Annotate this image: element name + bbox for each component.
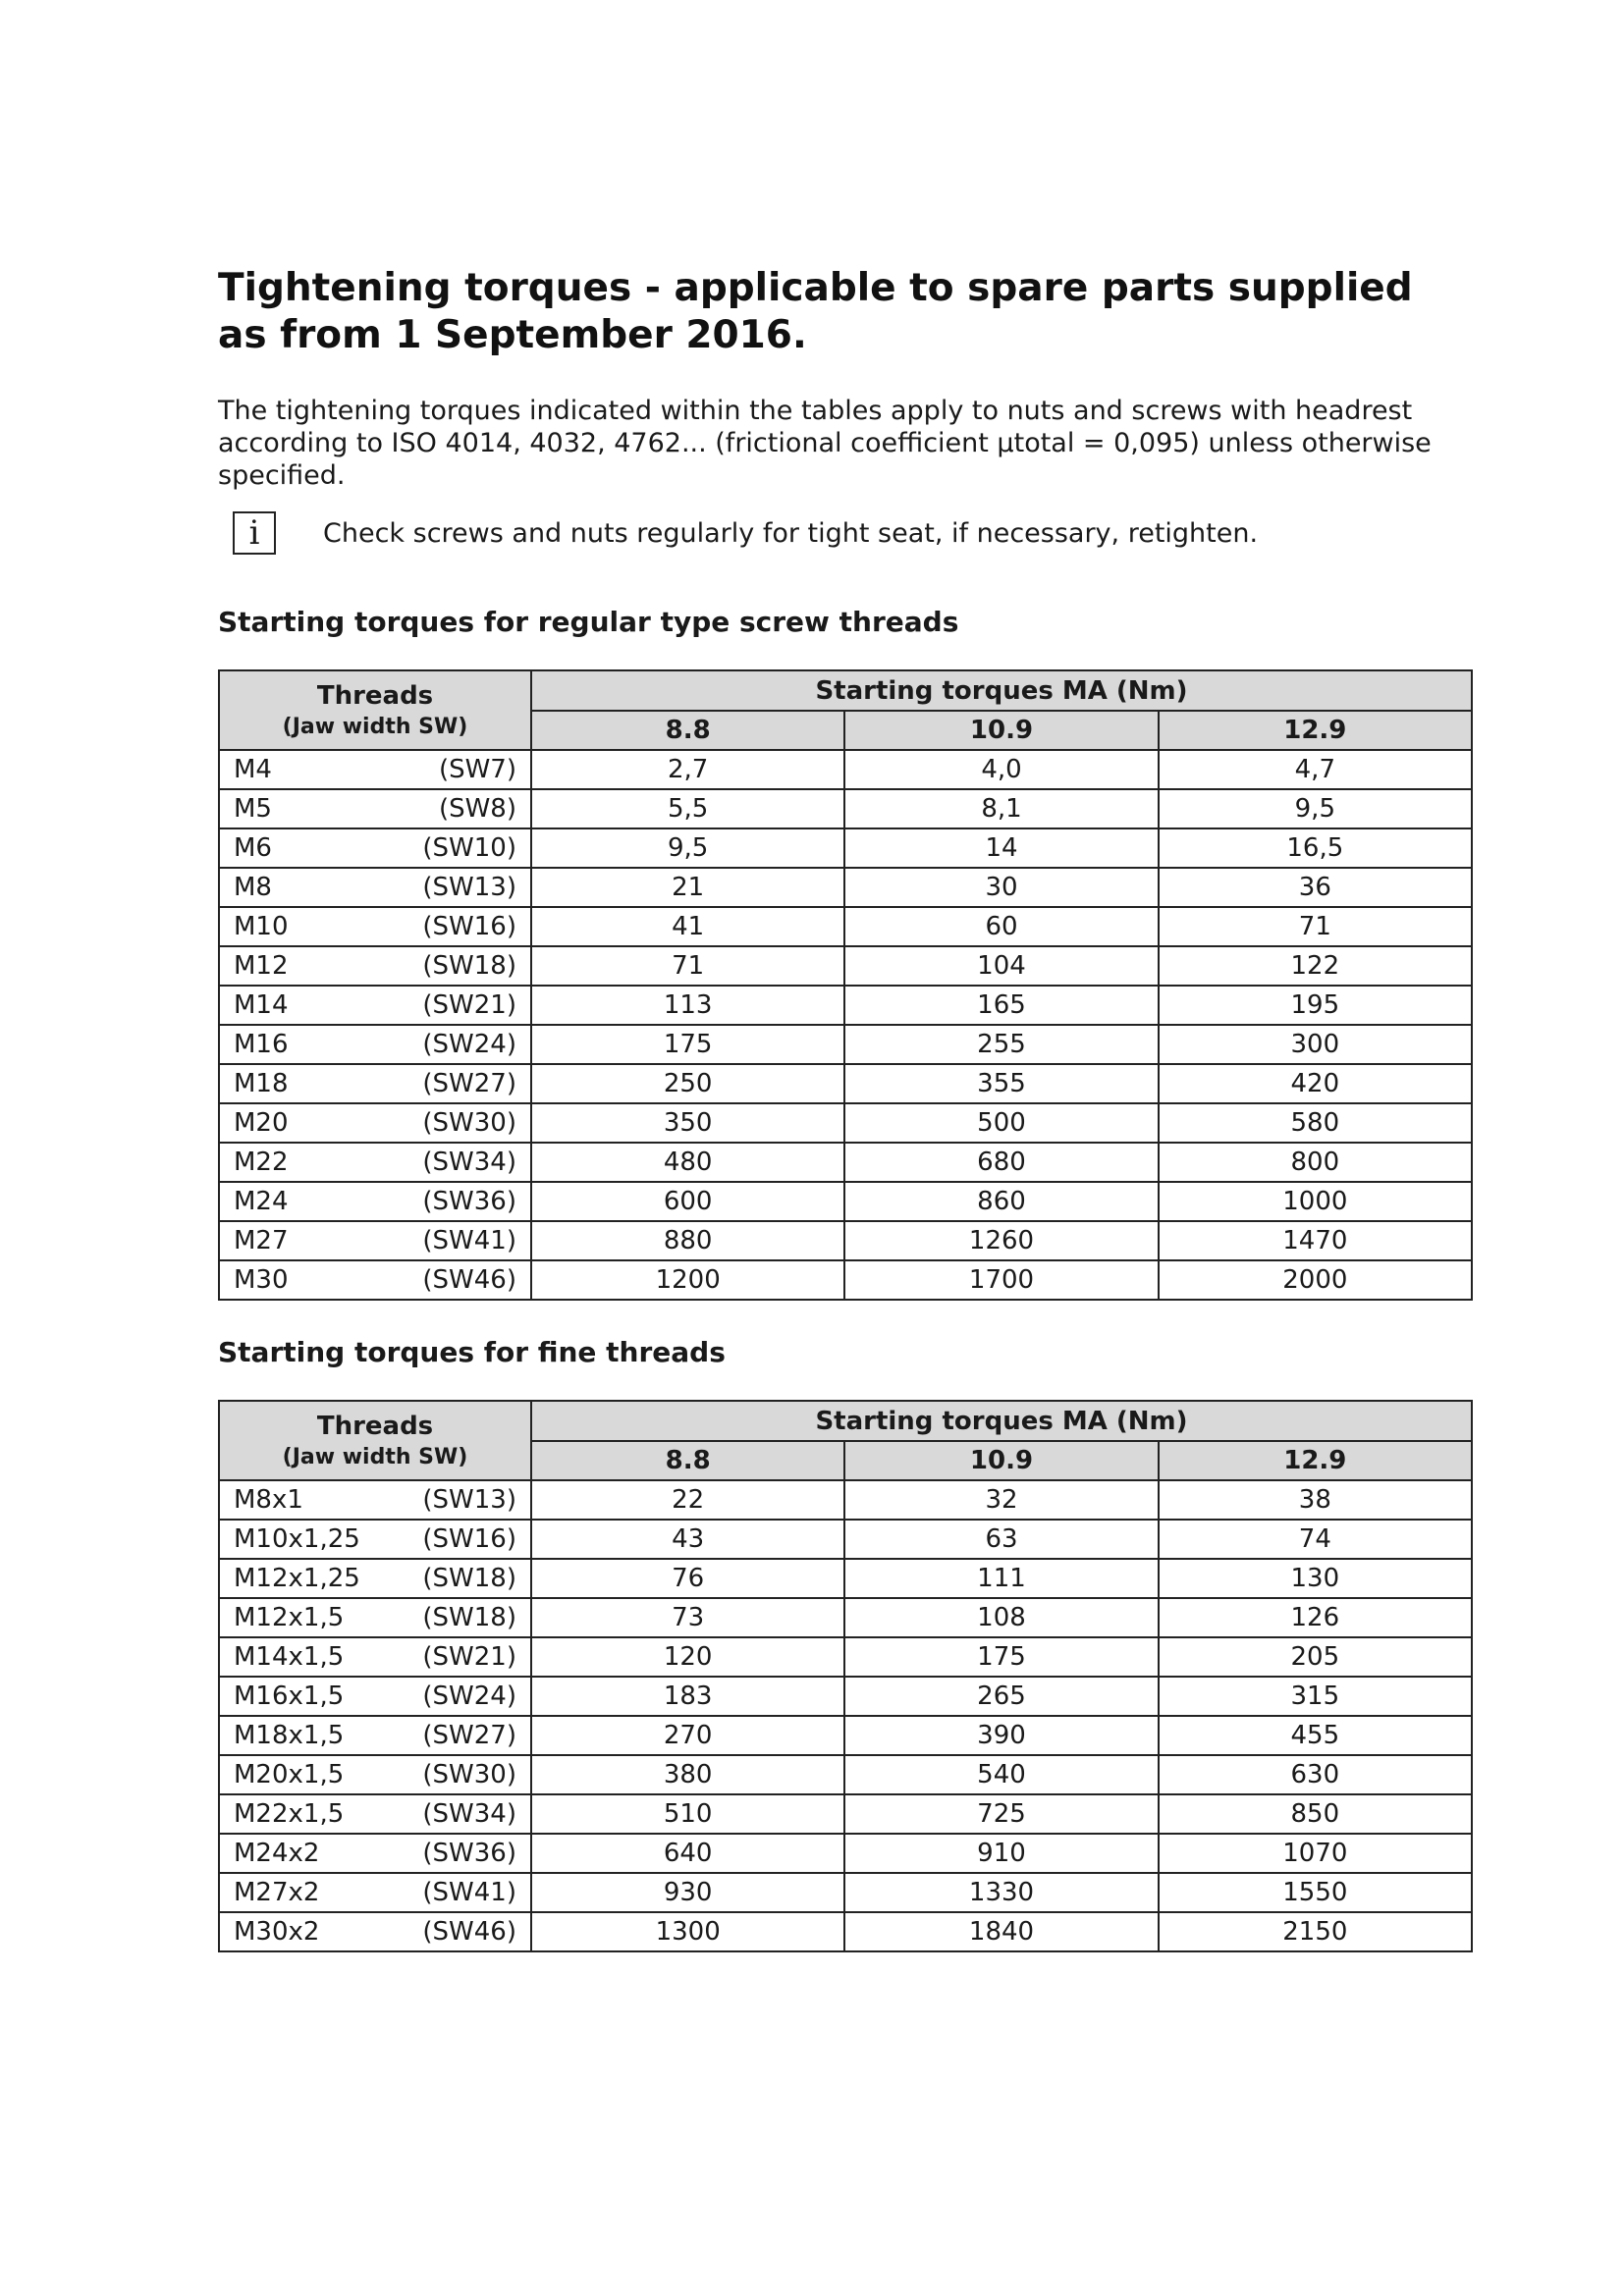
jaw-width: (SW46) (422, 1265, 516, 1295)
torque-value: 250 (531, 1064, 844, 1103)
thread-size: M8x1 (234, 1485, 303, 1515)
torque-value: 195 (1159, 986, 1472, 1025)
thread-size: M8 (234, 873, 272, 902)
thread-size: M14x1,5 (234, 1642, 345, 1672)
torque-value: 74 (1159, 1520, 1472, 1559)
thread-size: M30 (234, 1265, 289, 1295)
thread-size: M18x1,5 (234, 1721, 345, 1750)
table-row (219, 868, 1472, 907)
table-row (219, 1143, 1472, 1182)
thread-cell (219, 1794, 531, 1834)
info-note-text: Check screws and nuts regularly for tight seat, if necessary, retighten. (323, 517, 1259, 549)
thread-size: M5 (234, 794, 272, 824)
jaw-width: (SW8) (438, 794, 516, 824)
table-row (219, 1103, 1472, 1143)
regular-threads-body (219, 750, 1472, 1300)
torque-value: 930 (531, 1873, 844, 1912)
torque-value: 175 (531, 1025, 844, 1064)
torque-value: 130 (1159, 1559, 1472, 1598)
thread-size: M24 (234, 1187, 289, 1216)
table-row (219, 1064, 1472, 1103)
torque-value: 104 (844, 946, 1158, 986)
table-row (219, 907, 1472, 946)
torque-value: 122 (1159, 946, 1472, 986)
torque-value: 1300 (531, 1912, 844, 1951)
jaw-width: (SW7) (438, 755, 516, 784)
thread-size: M4 (234, 755, 272, 784)
torque-value: 60 (844, 907, 1158, 946)
intro-paragraph: The tightening torques indicated within the tables apply to nuts and screws with headrest according to ISO 4014, 4032, 4762... (frictional coefficient µtotal = 0,095) unless otherwise specified. (218, 396, 1432, 491)
thread-size: M12x1,25 (234, 1564, 360, 1593)
jaw-width: (SW27) (422, 1069, 516, 1098)
table-row (219, 828, 1472, 868)
torque-group-header: Starting torques MA (Nm) (531, 670, 1472, 711)
jaw-width: (SW30) (422, 1108, 516, 1138)
thread-cell (219, 1221, 531, 1260)
torque-value: 350 (531, 1103, 844, 1143)
torque-value: 2,7 (531, 750, 844, 789)
torque-value: 300 (1159, 1025, 1472, 1064)
thread-cell (219, 1873, 531, 1912)
torque-value: 860 (844, 1182, 1158, 1221)
torque-value: 108 (844, 1598, 1158, 1637)
torque-value: 380 (531, 1755, 844, 1794)
torque-value: 120 (531, 1637, 844, 1677)
thread-cell (219, 1182, 531, 1221)
document-page (218, 265, 1473, 1952)
table-row (219, 1834, 1472, 1873)
torque-value: 540 (844, 1755, 1158, 1794)
torque-value: 255 (844, 1025, 1158, 1064)
table-row (219, 986, 1472, 1025)
torque-value: 600 (531, 1182, 844, 1221)
torque-value: 9,5 (531, 828, 844, 868)
torque-value: 630 (1159, 1755, 1472, 1794)
torque-value: 455 (1159, 1716, 1472, 1755)
torque-value: 880 (531, 1221, 844, 1260)
torque-value: 850 (1159, 1794, 1472, 1834)
thread-cell (219, 868, 531, 907)
table-row (219, 1025, 1472, 1064)
torque-value: 680 (844, 1143, 1158, 1182)
torque-value: 32 (844, 1480, 1158, 1520)
grade-header: 8.8 (531, 1441, 844, 1480)
torque-value: 910 (844, 1834, 1158, 1873)
thread-cell (219, 1520, 531, 1559)
jaw-width: (SW21) (422, 990, 516, 1020)
torque-value: 580 (1159, 1103, 1472, 1143)
thread-size: M6 (234, 833, 272, 863)
thread-size: M30x2 (234, 1917, 320, 1947)
torque-value: 76 (531, 1559, 844, 1598)
torque-value: 63 (844, 1520, 1158, 1559)
table-row (219, 946, 1472, 986)
torque-value: 21 (531, 868, 844, 907)
thread-cell (219, 1559, 531, 1598)
thread-cell (219, 1834, 531, 1873)
torque-value: 41 (531, 907, 844, 946)
thread-cell (219, 986, 531, 1025)
table-row (219, 1520, 1472, 1559)
thread-size: M16x1,5 (234, 1682, 345, 1711)
fine-threads-table (218, 1400, 1473, 1952)
thread-size: M16 (234, 1030, 289, 1059)
table-row (219, 1598, 1472, 1637)
torque-value: 126 (1159, 1598, 1472, 1637)
jaw-width: (SW36) (422, 1187, 516, 1216)
regular-threads-heading: Starting torques for regular type screw threads (218, 606, 959, 638)
torque-value: 2150 (1159, 1912, 1472, 1951)
table-row (219, 1260, 1472, 1300)
fine-threads-body (219, 1480, 1472, 1951)
torque-value: 1000 (1159, 1182, 1472, 1221)
thread-cell (219, 907, 531, 946)
torque-value: 1700 (844, 1260, 1158, 1300)
jaw-width: (SW24) (422, 1030, 516, 1059)
table-row (219, 1912, 1472, 1951)
thread-size: M18 (234, 1069, 289, 1098)
thread-size: M22 (234, 1148, 289, 1177)
thread-size: M27x2 (234, 1878, 320, 1907)
thread-cell (219, 1677, 531, 1716)
thread-cell (219, 1755, 531, 1794)
thread-cell (219, 1143, 531, 1182)
table-row (219, 1716, 1472, 1755)
thread-size: M10 (234, 912, 289, 941)
jaw-width: (SW10) (422, 833, 516, 863)
thread-size: M12 (234, 951, 289, 981)
torque-value: 500 (844, 1103, 1158, 1143)
torque-value: 390 (844, 1716, 1158, 1755)
torque-value: 480 (531, 1143, 844, 1182)
torque-value: 1070 (1159, 1834, 1472, 1873)
torque-value: 113 (531, 986, 844, 1025)
table-row (219, 1755, 1472, 1794)
thread-cell (219, 789, 531, 828)
torque-value: 725 (844, 1794, 1158, 1834)
table-row (219, 1182, 1472, 1221)
threads-column-header: Threads (Jaw width SW) (219, 1401, 531, 1480)
grade-header: 12.9 (1159, 1441, 1472, 1480)
thread-cell (219, 1912, 531, 1951)
torque-value: 16,5 (1159, 828, 1472, 868)
grade-header: 10.9 (844, 711, 1158, 750)
thread-cell (219, 1716, 531, 1755)
torque-value: 30 (844, 868, 1158, 907)
thread-cell (219, 946, 531, 986)
jaw-width: (SW24) (422, 1682, 516, 1711)
thread-cell (219, 1637, 531, 1677)
jaw-width: (SW34) (422, 1799, 516, 1829)
grade-header: 10.9 (844, 1441, 1158, 1480)
table-row (219, 1637, 1472, 1677)
thread-cell (219, 828, 531, 868)
table-row (219, 1873, 1472, 1912)
torque-value: 22 (531, 1480, 844, 1520)
torque-value: 1200 (531, 1260, 844, 1300)
thread-size: M14 (234, 990, 289, 1020)
table-row (219, 1480, 1472, 1520)
torque-group-header: Starting torques MA (Nm) (531, 1401, 1472, 1441)
torque-value: 265 (844, 1677, 1158, 1716)
torque-value: 510 (531, 1794, 844, 1834)
torque-value: 175 (844, 1637, 1158, 1677)
jaw-width: (SW36) (422, 1839, 516, 1868)
torque-value: 73 (531, 1598, 844, 1637)
table-row (219, 1221, 1472, 1260)
grade-header: 8.8 (531, 711, 844, 750)
jaw-width: (SW18) (422, 951, 516, 981)
table-row (219, 750, 1472, 789)
torque-value: 1550 (1159, 1873, 1472, 1912)
table-row (219, 1794, 1472, 1834)
table-row (219, 1559, 1472, 1598)
torque-value: 9,5 (1159, 789, 1472, 828)
torque-value: 355 (844, 1064, 1158, 1103)
torque-value: 111 (844, 1559, 1158, 1598)
table-row (219, 1677, 1472, 1716)
thread-cell (219, 1025, 531, 1064)
torque-value: 71 (1159, 907, 1472, 946)
jaw-width: (SW34) (422, 1148, 516, 1177)
torque-value: 4,0 (844, 750, 1158, 789)
thread-size: M20 (234, 1108, 289, 1138)
table-row (219, 789, 1472, 828)
jaw-width: (SW46) (422, 1917, 516, 1947)
torque-value: 1260 (844, 1221, 1158, 1260)
thread-cell (219, 1598, 531, 1637)
thread-size: M24x2 (234, 1839, 320, 1868)
jaw-width: (SW41) (422, 1878, 516, 1907)
thread-size: M10x1,25 (234, 1524, 360, 1554)
torque-value: 8,1 (844, 789, 1158, 828)
thread-size: M20x1,5 (234, 1760, 345, 1789)
torque-value: 640 (531, 1834, 844, 1873)
jaw-width: (SW18) (422, 1603, 516, 1632)
torque-value: 4,7 (1159, 750, 1472, 789)
jaw-width: (SW18) (422, 1564, 516, 1593)
jaw-width: (SW13) (422, 873, 516, 902)
torque-value: 315 (1159, 1677, 1472, 1716)
thread-cell (219, 1260, 531, 1300)
torque-value: 165 (844, 986, 1158, 1025)
grade-header: 12.9 (1159, 711, 1472, 750)
torque-value: 38 (1159, 1480, 1472, 1520)
torque-value: 1330 (844, 1873, 1158, 1912)
thread-cell (219, 1064, 531, 1103)
thread-cell (219, 1480, 531, 1520)
torque-value: 420 (1159, 1064, 1472, 1103)
threads-column-header: Threads (Jaw width SW) (219, 670, 531, 750)
jaw-width: (SW41) (422, 1226, 516, 1255)
info-icon: i (233, 511, 276, 555)
jaw-width: (SW27) (422, 1721, 516, 1750)
thread-cell (219, 750, 531, 789)
torque-value: 36 (1159, 868, 1472, 907)
torque-value: 1470 (1159, 1221, 1472, 1260)
info-note (218, 511, 1473, 555)
torque-value: 2000 (1159, 1260, 1472, 1300)
torque-value: 14 (844, 828, 1158, 868)
thread-size: M12x1,5 (234, 1603, 345, 1632)
torque-value: 43 (531, 1520, 844, 1559)
torque-value: 71 (531, 946, 844, 986)
jaw-width: (SW30) (422, 1760, 516, 1789)
page-title: Tightening torques - applicable to spare parts supplied as from 1 September 2016. (218, 266, 1413, 357)
torque-value: 800 (1159, 1143, 1472, 1182)
jaw-width: (SW16) (422, 1524, 516, 1554)
jaw-width: (SW21) (422, 1642, 516, 1672)
thread-size: M27 (234, 1226, 289, 1255)
jaw-width: (SW16) (422, 912, 516, 941)
fine-threads-heading: Starting torques for fine threads (218, 1336, 726, 1368)
torque-value: 270 (531, 1716, 844, 1755)
jaw-width: (SW13) (422, 1485, 516, 1515)
torque-value: 1840 (844, 1912, 1158, 1951)
torque-value: 205 (1159, 1637, 1472, 1677)
thread-cell (219, 1103, 531, 1143)
torque-value: 5,5 (531, 789, 844, 828)
thread-size: M22x1,5 (234, 1799, 345, 1829)
torque-value: 183 (531, 1677, 844, 1716)
regular-threads-table (218, 669, 1473, 1301)
